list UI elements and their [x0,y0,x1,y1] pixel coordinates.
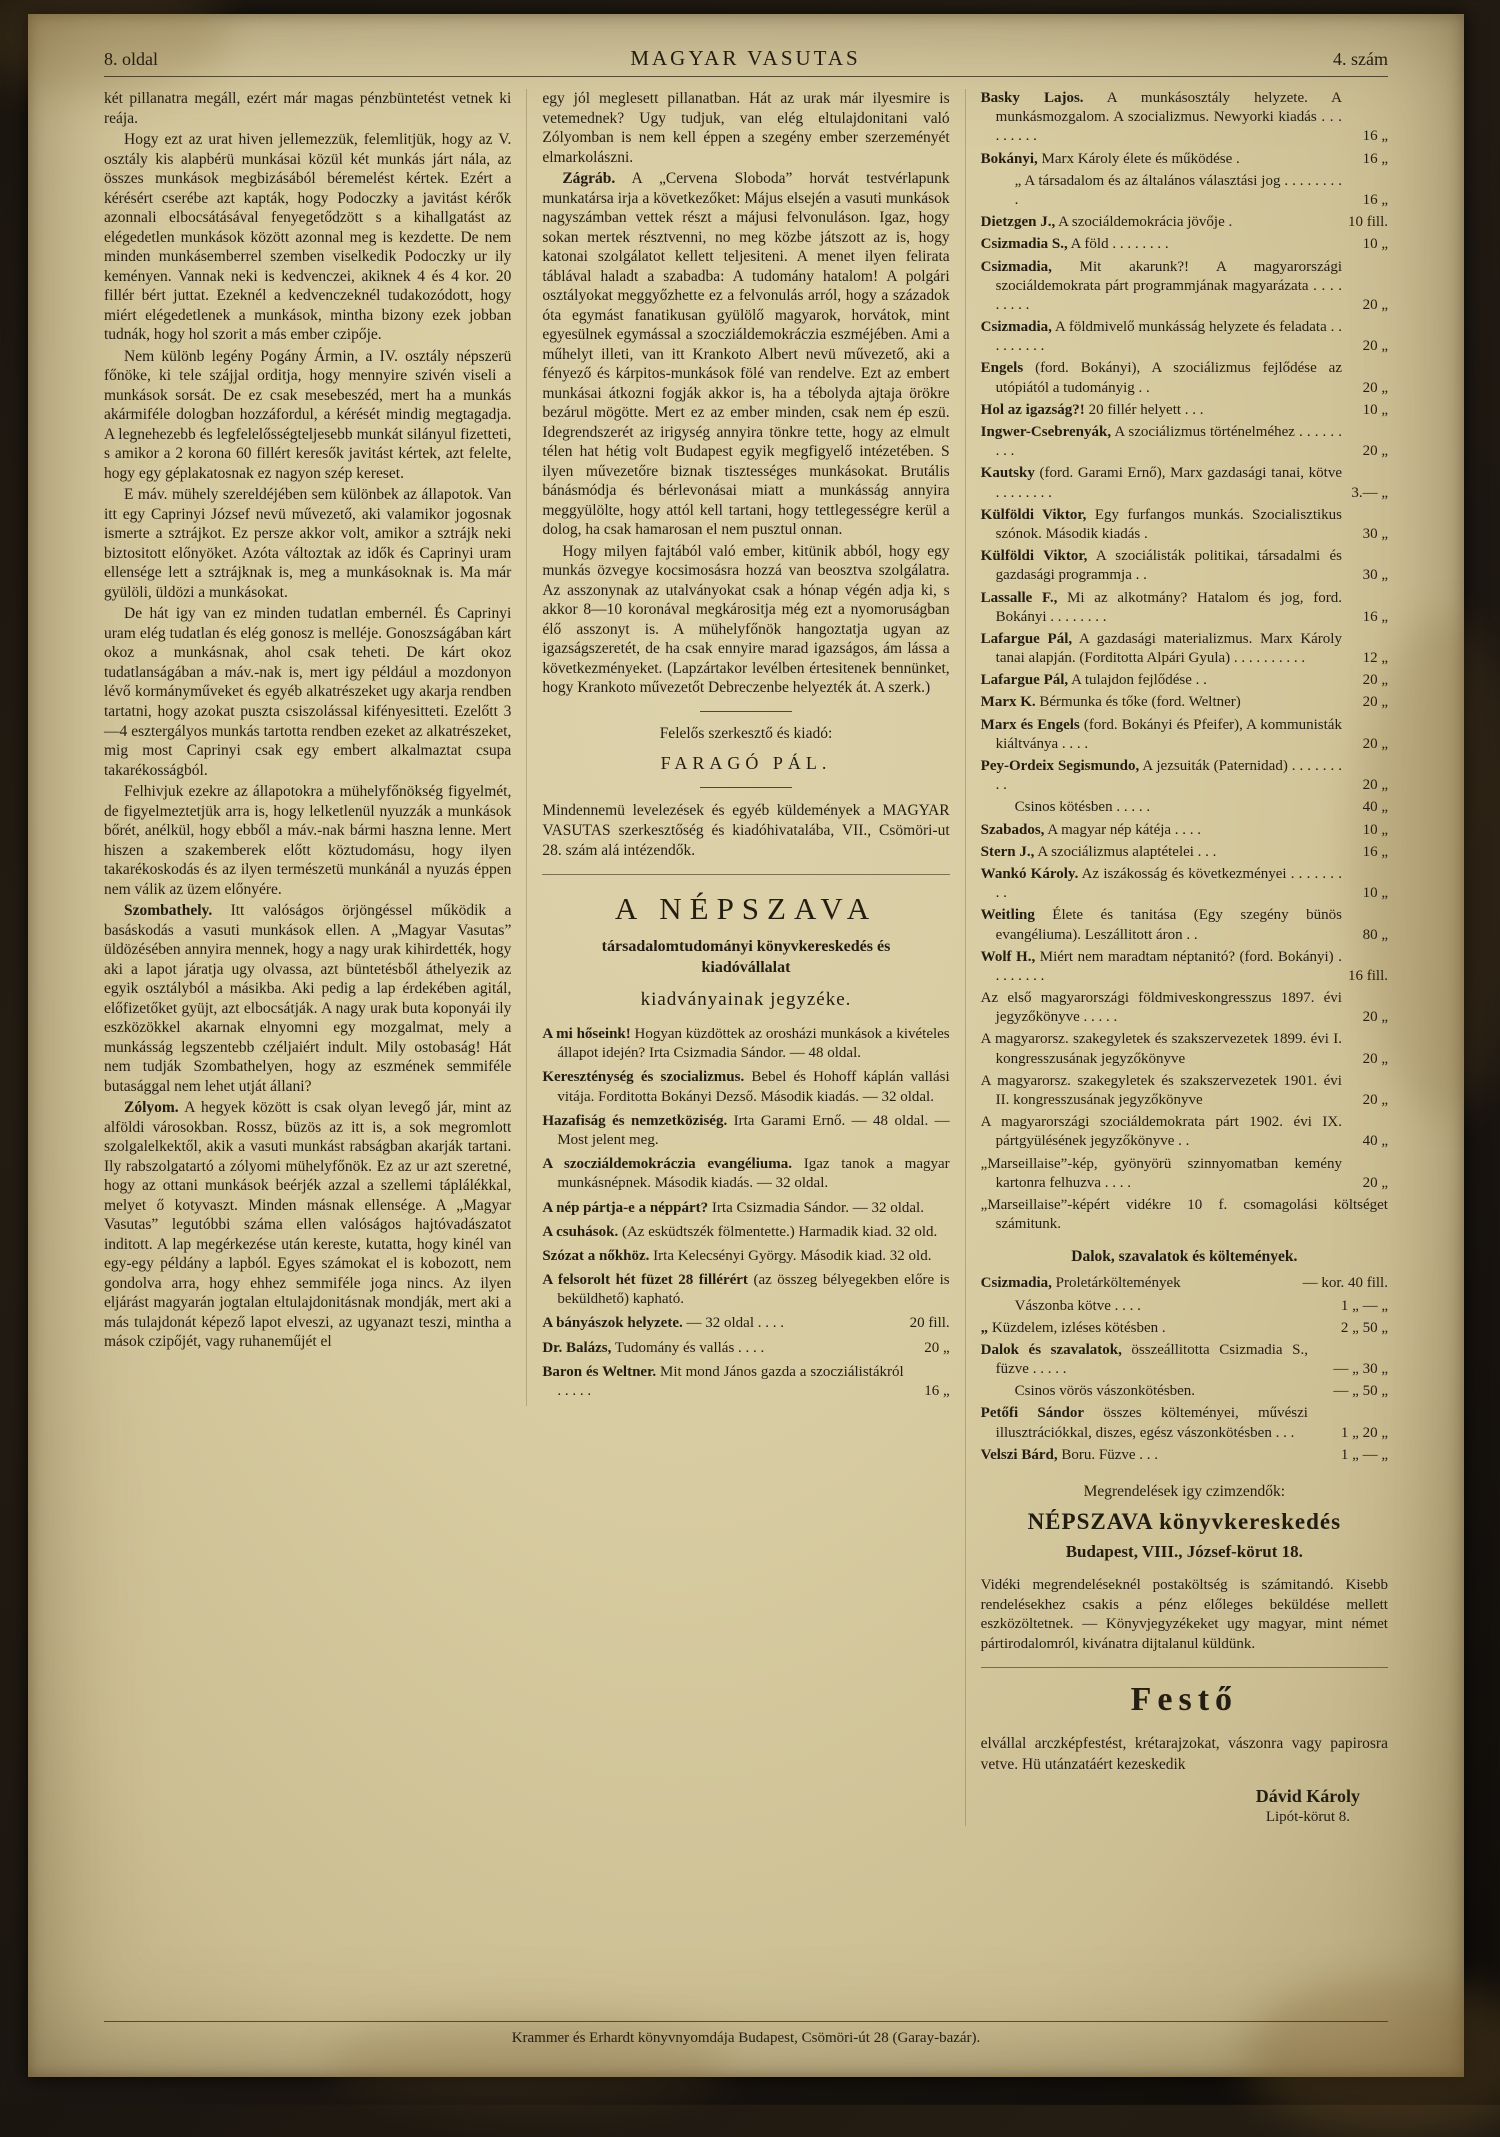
article-paragraph [104,130,511,345]
catalog-entry [981,89,1388,147]
entry-price: 20 „ [924,1339,950,1356]
entry-lead: Zólyom. [124,1099,179,1117]
catalog-entry [981,1274,1388,1293]
catalog-entry [542,1068,949,1106]
entry-text: (az összeg bélyegekben előre is beküldhető) kapható. [557,1272,950,1308]
ad-subtitle: társadalomtudományi könyvkereskedés és kiadóvállalat [601,938,891,977]
catalog-entry [981,948,1388,986]
catalog-entry [981,213,1388,232]
entry-text: A tulajdon fejlődése . . [1068,672,1207,689]
songs-section-title: Dalok, szavalatok és költemények. [1071,1248,1298,1266]
entry-lead: Szombathely. [124,902,213,920]
article-paragraph [542,89,949,167]
article-paragraph [542,169,949,540]
entry-text: Mit akarunk?! A magyarországi szociáldemokrata párt programmjának magyarázata . . . . . . . . . [995,258,1342,313]
entry-text: De hát igy van ez minden tudatlan embernél. És Caprinyi uram elég tudatlan és elég gonosz is melléje. Gonoszságában kárt okoz a munkásnak, ahol csak teheti. De kárt okoz tudatlanságában a máv.-nak is, mert igy például a mozdonyon lévő kormányműveket és egyéb alkatrészeket ugy akarja rendben tartatni, hogy azokat puszta csiszolással kifényesitteti. Ezelőtt 3—4 esztergályos munkás tartotta rendben ezeket az alkatrészeket, mig most Caprinyi csak egy embert alkalmaztat csupa takarékosságból. [104,605,512,779]
entry-text: (ford. Garami Ernő), Marx gazdasági tanai, kötve . . . . . . . . [995,465,1342,501]
catalog-entry [981,1196,1388,1234]
entry-lead: Bokányi, [980,150,1038,167]
masthead-title: MAGYAR VASUTAS [630,46,861,70]
entry-text: Mi az alkotmány? Hatalom és jog, ford. Bokányi . . . . . . . . [995,589,1342,625]
entry-price: 16 „ [924,1383,950,1399]
entry-price: 80 „ [1362,926,1388,943]
entry-price: — „ 50 „ [1333,1383,1388,1400]
catalog-entry [981,630,1388,668]
entry-text: Csinos vörös vászonkötésben. [1014,1383,1196,1400]
entry-text: Hogy milyen fajtából való ember, kitünik abból, hogy egy munkás özvegye kocsimosásra hozzá van beosztva szolgálatra. Az asszonynak az utalványokat csak a hónap végén adja ki, s akkor 8—10 koronával megkárositja még ezt a nyomoruságban élő asszonyt is. A mühelyfőnök hangoztatja ugyan az igazságszeretét, de ha csak ennyire marad igazságos, ám lássa a következményeket. (Lapzártakor levélben értesitenek bennünket, hogy Krankoto művezetőt Debreczenbe helyezték át. A szerk.) [542,542,950,697]
ad-subtitle-2: kiadványainak jegyzéke. [640,989,852,1010]
printer-imprint: Krammer és Erhardt könyvnyomdája Budapest, Csömöri-út 28 (Garay-bazár). [511,2030,981,2046]
entry-text: Vászonba kötve . . . . [1014,1297,1141,1314]
entry-price: 12 „ [1362,650,1388,667]
bookshop-address: Budapest, VIII., József-körut 18. [1065,1542,1303,1561]
entry-price: 16 „ [1362,150,1388,167]
entry-price: 16 „ [1362,128,1388,145]
entry-price: 30 „ [1362,525,1388,542]
entry-lead: „ [980,1319,989,1336]
entry-text: — 32 oldal . . . . [682,1315,784,1332]
entry-text: összeállitotta Csizmadia S., füzve . . . . . [995,1341,1308,1378]
page-number: 8. oldal [104,49,158,69]
column-left [104,89,526,1354]
catalog-entry [542,1247,949,1266]
entry-text: Az iszákosság és következményei . . . . . . . . . [995,865,1342,902]
entry-text: E máv. mühely szereldéjében sem különbek az állapotok. Van itt egy Caprinyi József nevü művezető, aki valamikor jogosnak ismerte a sztrájkot. Ez persze akkor volt, amikor a sztrájk neki biztositott előnyöket. Azóta változtak az idők és Caprinyi uram ellensége lett a sztrájknak is, meg a munkásoknak is. Ma már gyülöli, üldözi a munkásokat. [104,486,512,601]
page-footer [104,2021,1388,2049]
header-rule [104,76,1388,77]
entry-text: Irta Kelecsényi György. Második kiad. 32 old. [649,1247,932,1264]
newspaper-page [28,14,1464,2077]
article-paragraph [104,347,511,484]
entry-text: A szociálizmus alaptételei . . . [1034,843,1217,860]
entry-price: 2 „ 50 „ [1340,1319,1388,1336]
entry-text: A szociálizmus történelméhez . . . . . . . . . [995,424,1342,460]
entry-text: A szociáldemokrácia jövője . [1055,214,1233,231]
catalog-entry [981,1030,1388,1068]
entry-lead: A szocziáldemokráczia evangéliuma. [542,1156,792,1173]
catalog-entry [981,693,1388,712]
entry-price: 20 „ [1362,1174,1388,1191]
issue-number: 4. szám [1333,49,1388,69]
entry-lead: Lassalle F., [980,589,1058,606]
entry-price: 20 „ [1362,296,1388,313]
entry-price: 1 „ — „ [1340,1446,1388,1463]
entry-text: A gazdasági materializmus. Marx Károly tanai alapján. (Forditotta Alpári Gyula) . . . . . . . . . . [995,630,1342,667]
entry-text: A munkásosztály helyzete. A munkásmozgalom. A szocializmus. Newyorki kiadás . . . . . . . . . [995,90,1342,145]
entry-price: 16 „ [1362,608,1388,625]
entry-lead: Zágráb. [562,170,616,188]
catalog-entry [981,258,1388,316]
entry-text: A jezsuiták (Paternidad) . . . . . . . . . [995,758,1342,794]
catalog-entry [981,821,1388,840]
entry-text: Itt valóságos örjöngéssel működik a basáskodás a vasuti munkások ellen. A „Magyar Vasutas” üldözésében annyira mennek, hogy a nagy urak kihirdették, hogy aki a lapot járatja ugy olvassa, azt büntetésből áthelyezik az egyik osztályból a másikba. Aki pedig a lap érdekében agitál, előfizetőket gyüjt, azt elbocsátják. A nagy urak buta koponyái ily eszközökkel akarnak elnyomni egy mozgalmat, mely a munkásság legszentebb czéljaiért indult. Mily ostobaság! Hát nem tudják Szombathelyen, hogy az eszmének semmiféle butasággal nem lehet utját állani? [104,902,512,1095]
catalog-entry [981,843,1388,862]
catalog-entry [542,1025,949,1063]
entry-lead: Petőfi Sándor [980,1405,1085,1422]
catalog-list [981,89,1388,1234]
catalog-entry [981,906,1388,944]
entry-price: 16 „ [1362,191,1388,208]
entry-text: Élete és tanitása (Egy szegény bünös evangéliuma). Leszállitott áron . . [995,907,1342,943]
editor-block [542,725,949,774]
bookshop-name: NÉPSZAVA könyvkereskedés [1027,1509,1342,1534]
entry-text: (ford. Bokányi), A szociálizmus fejlődése az utópiától a tudományig . . [995,360,1342,396]
catalog-entry [542,1339,949,1358]
catalog-entry [981,423,1388,461]
article-paragraph [542,542,949,698]
catalog-entry [981,1446,1388,1465]
catalog-entry [981,1113,1388,1151]
entry-price: 20 „ [1362,735,1388,752]
entry-lead: Hazafiság és nemzetköziség. [542,1112,728,1129]
catalog-entry [981,1404,1388,1442]
entry-text: A szociálisták politikai, társadalmi és gazdasági programmja . . [995,548,1342,584]
painter-name: Dávid Károly [1255,1785,1360,1806]
catalog-entry [981,798,1388,817]
entry-lead: A bányászok helyzete. [542,1315,683,1332]
catalog-entry [981,716,1388,754]
painter-ad-text: elvállal arczképfestést, krétarajzokat, vászonra vagy papirosra vetve. Hü utánzatáért kezeskedik [980,1735,1388,1774]
entry-price: 20 „ [1362,672,1388,689]
entry-text: Csinos kötésben . . . . . [1014,799,1151,816]
entry-text: (Az esküdtszék fölmentette.) Harmadik kiad. 32 old. [618,1223,938,1240]
entry-price: 16 fill. [1347,967,1388,984]
catalog-entry [542,1314,949,1333]
catalog-entry [981,989,1388,1027]
catalog-entry [981,401,1388,420]
entry-lead: Külföldi Viktor, [980,506,1087,523]
entry-lead: A nép pártja-e a néppárt? [542,1199,709,1216]
painter-ad [981,1681,1388,1826]
catalog-entry [981,318,1388,356]
entry-lead: Stern J., [980,843,1035,860]
article-paragraph [104,901,511,1096]
entry-price: 10 „ [1362,401,1388,418]
entry-lead: Csizmadia S., [980,236,1068,253]
entry-lead: Baron és Weltner. [542,1363,657,1380]
entry-price: 30 „ [1362,567,1388,584]
catalog-entry [981,172,1388,210]
entry-text: A magyar nép kátéja . . . . [1044,821,1202,838]
entry-lead: A csuhások. [542,1223,619,1240]
entry-text: Hogy ezt az urat hiven jellemezzük, felemlitjük, hogy az V. osztály kis alapbérü munkásai közül két munkás járt nála, az összes munkások megbizásából béremelést kértek. Ezért a kérésért cserébe azt kapták, hogy Podoczky a javitást kérők azonnali elbocsátásával fenyegetődzött s a kihallgatást az elégedetlen munkások között azonnal meg is kezdette. De nem minden munkásemberrel szemben viselkedik Podoczky ur ily keményen. Vannak neki is kedvenczei, akiknek 4 és 4 kor. 20 fillér bért juttat. Ezeknél a kedvenczeknél tudakozódott, hogy miért elégedetlenek a munkások, mintha bizony ezek jobban tudnák, hogy hol szorit a más ember czipője. [104,131,512,344]
entry-text: Hogyan küzdöttek az orosházi munkások a kivételes állapot idején? Irta Csizmadia Sándor. — 48 oldal. [557,1026,950,1062]
entry-text: Bebel és Hohoff káplán vallási vitája. Forditotta Bokányi Dezső. Második kiadás. — 32 oldal. [557,1069,950,1105]
catalog-entry [981,1341,1388,1379]
entry-text: „ A társadalom és az általános választási jog . . . . . . . . . [1014,172,1342,208]
entry-lead: Marx és Engels [980,716,1080,733]
entry-text: Miért nem maradtam néptanitó? (ford. Bokányi) . . . . . . . . [995,948,1342,984]
article-paragraph [104,89,511,128]
columns [104,89,1388,1826]
entry-text: Boru. Füzve . . . [1057,1446,1159,1463]
entry-text: két pillanatra megáll, ezért már magas pénzbüntetést vetnek ki reája. [104,90,512,127]
footer-rule [104,2021,1388,2022]
entry-price: 10 „ [1362,236,1388,253]
entry-lead: A mi hőseink! [542,1026,631,1042]
entry-lead: Marx K. [980,694,1036,711]
catalog-entry [981,464,1388,502]
order-label: Megrendelések igy czimzendők: [1083,1483,1286,1500]
catalog-entry [981,235,1388,254]
entry-price: 20 fill. [909,1315,950,1332]
column-middle [526,89,964,1406]
entry-lead: Szabados, [980,821,1045,838]
entry-price: 16 „ [1362,843,1388,860]
entry-text: A földmivelő munkásság helyzete és feladata . . . . . . . . . [995,319,1342,355]
catalog-entry [981,589,1388,627]
section-divider [981,1667,1388,1668]
entry-lead: Weitling [980,907,1035,924]
entry-text: Felhivjuk ezekre az állapotokra a mühelyfőnökség figyelmét, de figyelmeztetjük arra is, hogy lelketlenül nyuzzák a munkások bőrét, anélkül, hogy ebből a máv.-nak bármi haszna lenne. Mert hiszen a szakemberek előtt köztudomásu, hogy ilyen takarékoskodás és az ilyen természetü munkánál a nyuzás éppen nem válik az üzem előnyére. [104,783,512,898]
painter-address: Lipót-körut 8. [1265,1808,1350,1825]
catalog-entry [981,1155,1388,1193]
catalog-entry [542,1271,949,1309]
entry-price: 10 „ [1362,885,1388,902]
entry-text: Proletárköltemények [1051,1275,1181,1292]
catalog-entry [981,150,1388,169]
entry-text: (ford. Bokányi és Pfeifer), A kommunisták kiáltványa . . . . [995,716,1342,752]
entry-text: „Marseillaise”-kép, gyönyörü szinnyomatban kemény kartonra felhuzva . . . . [980,1155,1342,1191]
entry-price: 20 „ [1362,694,1388,711]
entry-lead: Csizmadia, [980,258,1052,275]
entry-price: 20 „ [1362,1050,1388,1067]
article-paragraph [104,604,511,780]
section-divider [700,787,792,788]
entry-price: 20 „ [1362,379,1388,396]
ad-title: A NÉPSZAVA [614,891,878,927]
entry-lead: Csizmadia, [980,1275,1052,1292]
entry-price: 1 „ — „ [1340,1297,1388,1314]
entry-lead: Külföldi Viktor, [980,548,1088,565]
nepszava-ad [542,891,949,1401]
editor-name: FARAGÓ PÁL. [660,752,832,773]
article-paragraph [104,1098,511,1352]
entry-lead: Kautsky [980,465,1035,482]
column-right [965,89,1388,1826]
editor-label: Felelős szerkesztő és kiadó: [659,724,833,742]
catalog-entry [542,1363,949,1401]
entry-text: összes költeményei, művészi illusztrációkkal, diszes, egész vászonkötésben . . . [995,1405,1308,1441]
section-divider [542,874,949,875]
entry-text: Bérmunka és tőke (ford. Weltner) [1035,694,1241,711]
page-content [104,46,1388,2049]
entry-text: „Marseillaise”-képért vidékre 10 f. csomagolási költséget számitunk. [980,1196,1388,1233]
songs-list [981,1274,1388,1465]
article-paragraph [104,782,511,899]
entry-text: A „Cervena Sloboda” horvát testvérlapunk munkatársa irja a következőket: Május elsején a vasuti munkások nagyszámban vettek részt a májusi felvonuláson. Igaz, hogy sokan mertek résztvenni, no meg közbe játszott az is, hogy katonai szolgálatot kellett teljesiteni. A menet ilyen felirata táblával haladt a szabadba: A tudomány hatalom! A polgári osztályokat meggyőzhette ez a felvonulás arról, hogy a századok óta egymást fanatikusan gyülölő magyarok, horvátok, mint egyesülnek egymással a szocziáldemokráczia eszméjében. Ami a műhelyt illeti, van itt Krankoto Albert nevü művezető, aki a fényező és kárpitos-munkások fölé van rendelve. Ezt az embert munkásai átkozni fogják akkor is, ha a tébolyda ajtaja örökre bezárul mögötte. Mert ez az ember minden, csak nem ép eszü. Idegrendszerét az irigység annyira tönkre tette, hogy az elmult télen hat hétig volt Budapest egyik megfigyelő intézetében. S ilyen művezetőre biznak tisztességes munkásokat. Brutális bánásmódja és bérlevonásai miatt a munkásság annyira meggyülölte, hogy attól kell tartani, hogy tettlegességre kerül a dolog, ha csak hamarosan el nem pusztul onnan. [542,170,950,539]
catalog-entry [981,506,1388,544]
entry-lead: Basky Lajos. [980,90,1084,106]
entry-text: Igaz tanok a magyar munkásnépnek. Második kiadás. — 32 oldal. [557,1156,950,1192]
catalog-entry [981,1319,1388,1338]
entry-price: 20 „ [1362,443,1388,460]
catalog-entry [981,671,1388,690]
entry-price: — kor. 40 fill. [1302,1275,1388,1292]
entry-text: 20 fillér helyett . . . [1084,401,1204,418]
entry-text: A magyarországi szociáldemokrata párt 1902. évi IX. pártgyülésének jegyzőkönyve . . [980,1114,1342,1150]
entry-text: Az első magyarországi földmiveskongresszus 1897. évi jegyzőkönyve . . . . . [980,990,1342,1026]
entry-lead: Hol az igazság?! [980,401,1085,418]
article-paragraph [104,485,511,602]
catalog-entry [542,1112,949,1150]
entry-text: Marx Károly élete és működése . [1037,150,1240,167]
entry-price: 3.— „ [1351,484,1388,501]
entry-text: A hegyek között is csak olyan levegő jár, mint az alföldi városokban. Rossz, büzös az itt is, a sok megromlott szolgalelkektől, akik a vasuti munkást rabságban akarják tartani. Ily rabszolgatartó a zólyomi mühelyfőnök. Ez az ur azt szeretné, hogy az ottani munkások beérjék azzal a szellemi táplálékkal, melyet ő kotyvaszt. Minden másnak ellensége. A „Magyar Vasutas” legutóbbi száma ellen valóságos hajtóvadászatot inditott. A lap megérkezése után kereste, kutatta, hogy kinél van egy-egy példány a lapból. Egyes számokat el is kobozott, nem gondolva arra, hogy ehhez semmiféle joga nincs. Az ilyen eljárást magyarán jogtalan eltulajdonitásnak mondják, mert aki a más tulajdonát képező lapot elveszi, az ugyanazt teszi, mintha a mások czipőjét, vagy ruhaneműjét el [104,1099,512,1351]
entry-text: Egy furfangos munkás. Szocialisztikus szónok. Második kiadás . [995,506,1342,542]
entry-lead: Wankó Károly. [980,865,1079,882]
entry-lead: Lafargue Pál, [980,630,1073,647]
catalog-entry [981,359,1388,397]
entry-lead: Lafargue Pál, [980,672,1069,689]
entry-text: Tudomány és vallás . . . . [611,1339,765,1356]
entry-text: Küzdelem, izléses kötésben . [988,1319,1166,1336]
correspondence-note: Mindennemü levelezések és egyéb küldemények a MAGYAR VASUTAS szerkesztőség és kiadóhivatalába, VII., Csömöri-ut 28. szám alá intézendők. [542,801,950,860]
catalog-entry [542,1155,949,1193]
entry-lead: Pey-Ordeix Segismundo, [980,758,1140,774]
entry-lead: Dalok és szavalatok, [980,1341,1122,1358]
entry-text: A magyarorsz. szakegyletek és szakszervezetek 1899. évi I. kongresszusának jegyzőkönyve [980,1031,1342,1067]
entry-lead: Szózat a nőkhöz. [542,1247,650,1264]
order-note: Vidéki megrendeléseknél postaköltség is számitandó. Kisebb rendelésekhez csakis a pénz előleges beküldése mellett eszközöltetnek. — Könyvjegyzékeket ugy magyar, mint német pártirodalomról, kivánatra dijtalanul küldünk. [980,1577,1388,1652]
entry-text: Irta Garami Ernő. — 48 oldal. — Most jelent meg. [557,1112,950,1148]
entry-text: A föld . . . . . . . . [1067,236,1169,253]
entry-lead: Engels [980,360,1024,377]
entry-lead: Dietzgen J., [980,214,1056,231]
ad-book-list [542,1025,949,1401]
entry-text: A magyarorsz. szakegyletek és szakszervezetek 1901. évi II. kongresszusának jegyzőkönyve [980,1072,1342,1108]
entry-text: egy jól meglesett pillanatban. Hát az urak már ilyesmire is vetemednek? Ugy tudjuk, van elég eltulajdonitani való Zólyomban is nem kell éppen a szegény ember szerzeményét elmarkolászni. [542,90,950,166]
entry-price: 10 „ [1362,821,1388,838]
catalog-entry [542,1199,949,1218]
entry-lead: A felsorolt hét füzet 28 fillérért [542,1272,748,1289]
entry-price: 20 „ [1362,338,1388,355]
catalog-entry [981,547,1388,585]
section-divider [700,711,792,712]
column-middle-articles [542,89,949,698]
catalog-entry [981,757,1388,795]
page-header [104,46,1388,71]
entry-price: 10 fill. [1347,214,1388,231]
entry-text: Mit mond János gazda a szocziálistákról . . . . . [557,1363,904,1399]
entry-price: 40 „ [1362,799,1388,816]
entry-price: 40 „ [1362,1133,1388,1150]
entry-price: 20 „ [1362,1092,1388,1108]
entry-lead: Velszi Bárd, [980,1446,1058,1463]
catalog-entry [981,1072,1388,1110]
entry-price: 1 „ 20 „ [1340,1424,1388,1441]
entry-lead: Kereszténység és szocializmus. [542,1069,745,1086]
entry-price: 20 „ [1362,777,1388,794]
painter-ad-title: Festő [1130,1681,1239,1718]
catalog-entry [981,865,1388,903]
catalog-entry [981,1382,1388,1401]
entry-lead: Dr. Balázs, [542,1339,612,1356]
catalog-entry [981,1297,1388,1316]
entry-text: Irta Csizmadia Sándor. — 32 oldal. [708,1199,924,1216]
entry-lead: Csizmadia, [980,319,1052,336]
entry-price: — „ 30 „ [1333,1361,1388,1378]
entry-text: Nem különb legény Pogány Ármin, a IV. osztály népszerü főnöke, ki tele szájjal orditja, hogy mennyire szivén viseli a munkások sorsát. De ez csak mesebeszéd, mert ha a munkás akármiféle dologban hozzáfordul, a kérését mindig megtagadja. A legnehezebb és legfelelősségteljesebb munkát silányul fizetteti, s amikor a 2 korona 60 fillért keresők javitást kértek, azt felelte, hogy egy géplakatosnak ez nagyon szép kereset. [104,347,512,482]
entry-lead: Ingwer-Csebrenyák, [980,424,1112,440]
entry-price: 20 „ [1362,1009,1388,1026]
catalog-entry [542,1223,949,1242]
entry-lead: Wolf H., [980,948,1036,965]
